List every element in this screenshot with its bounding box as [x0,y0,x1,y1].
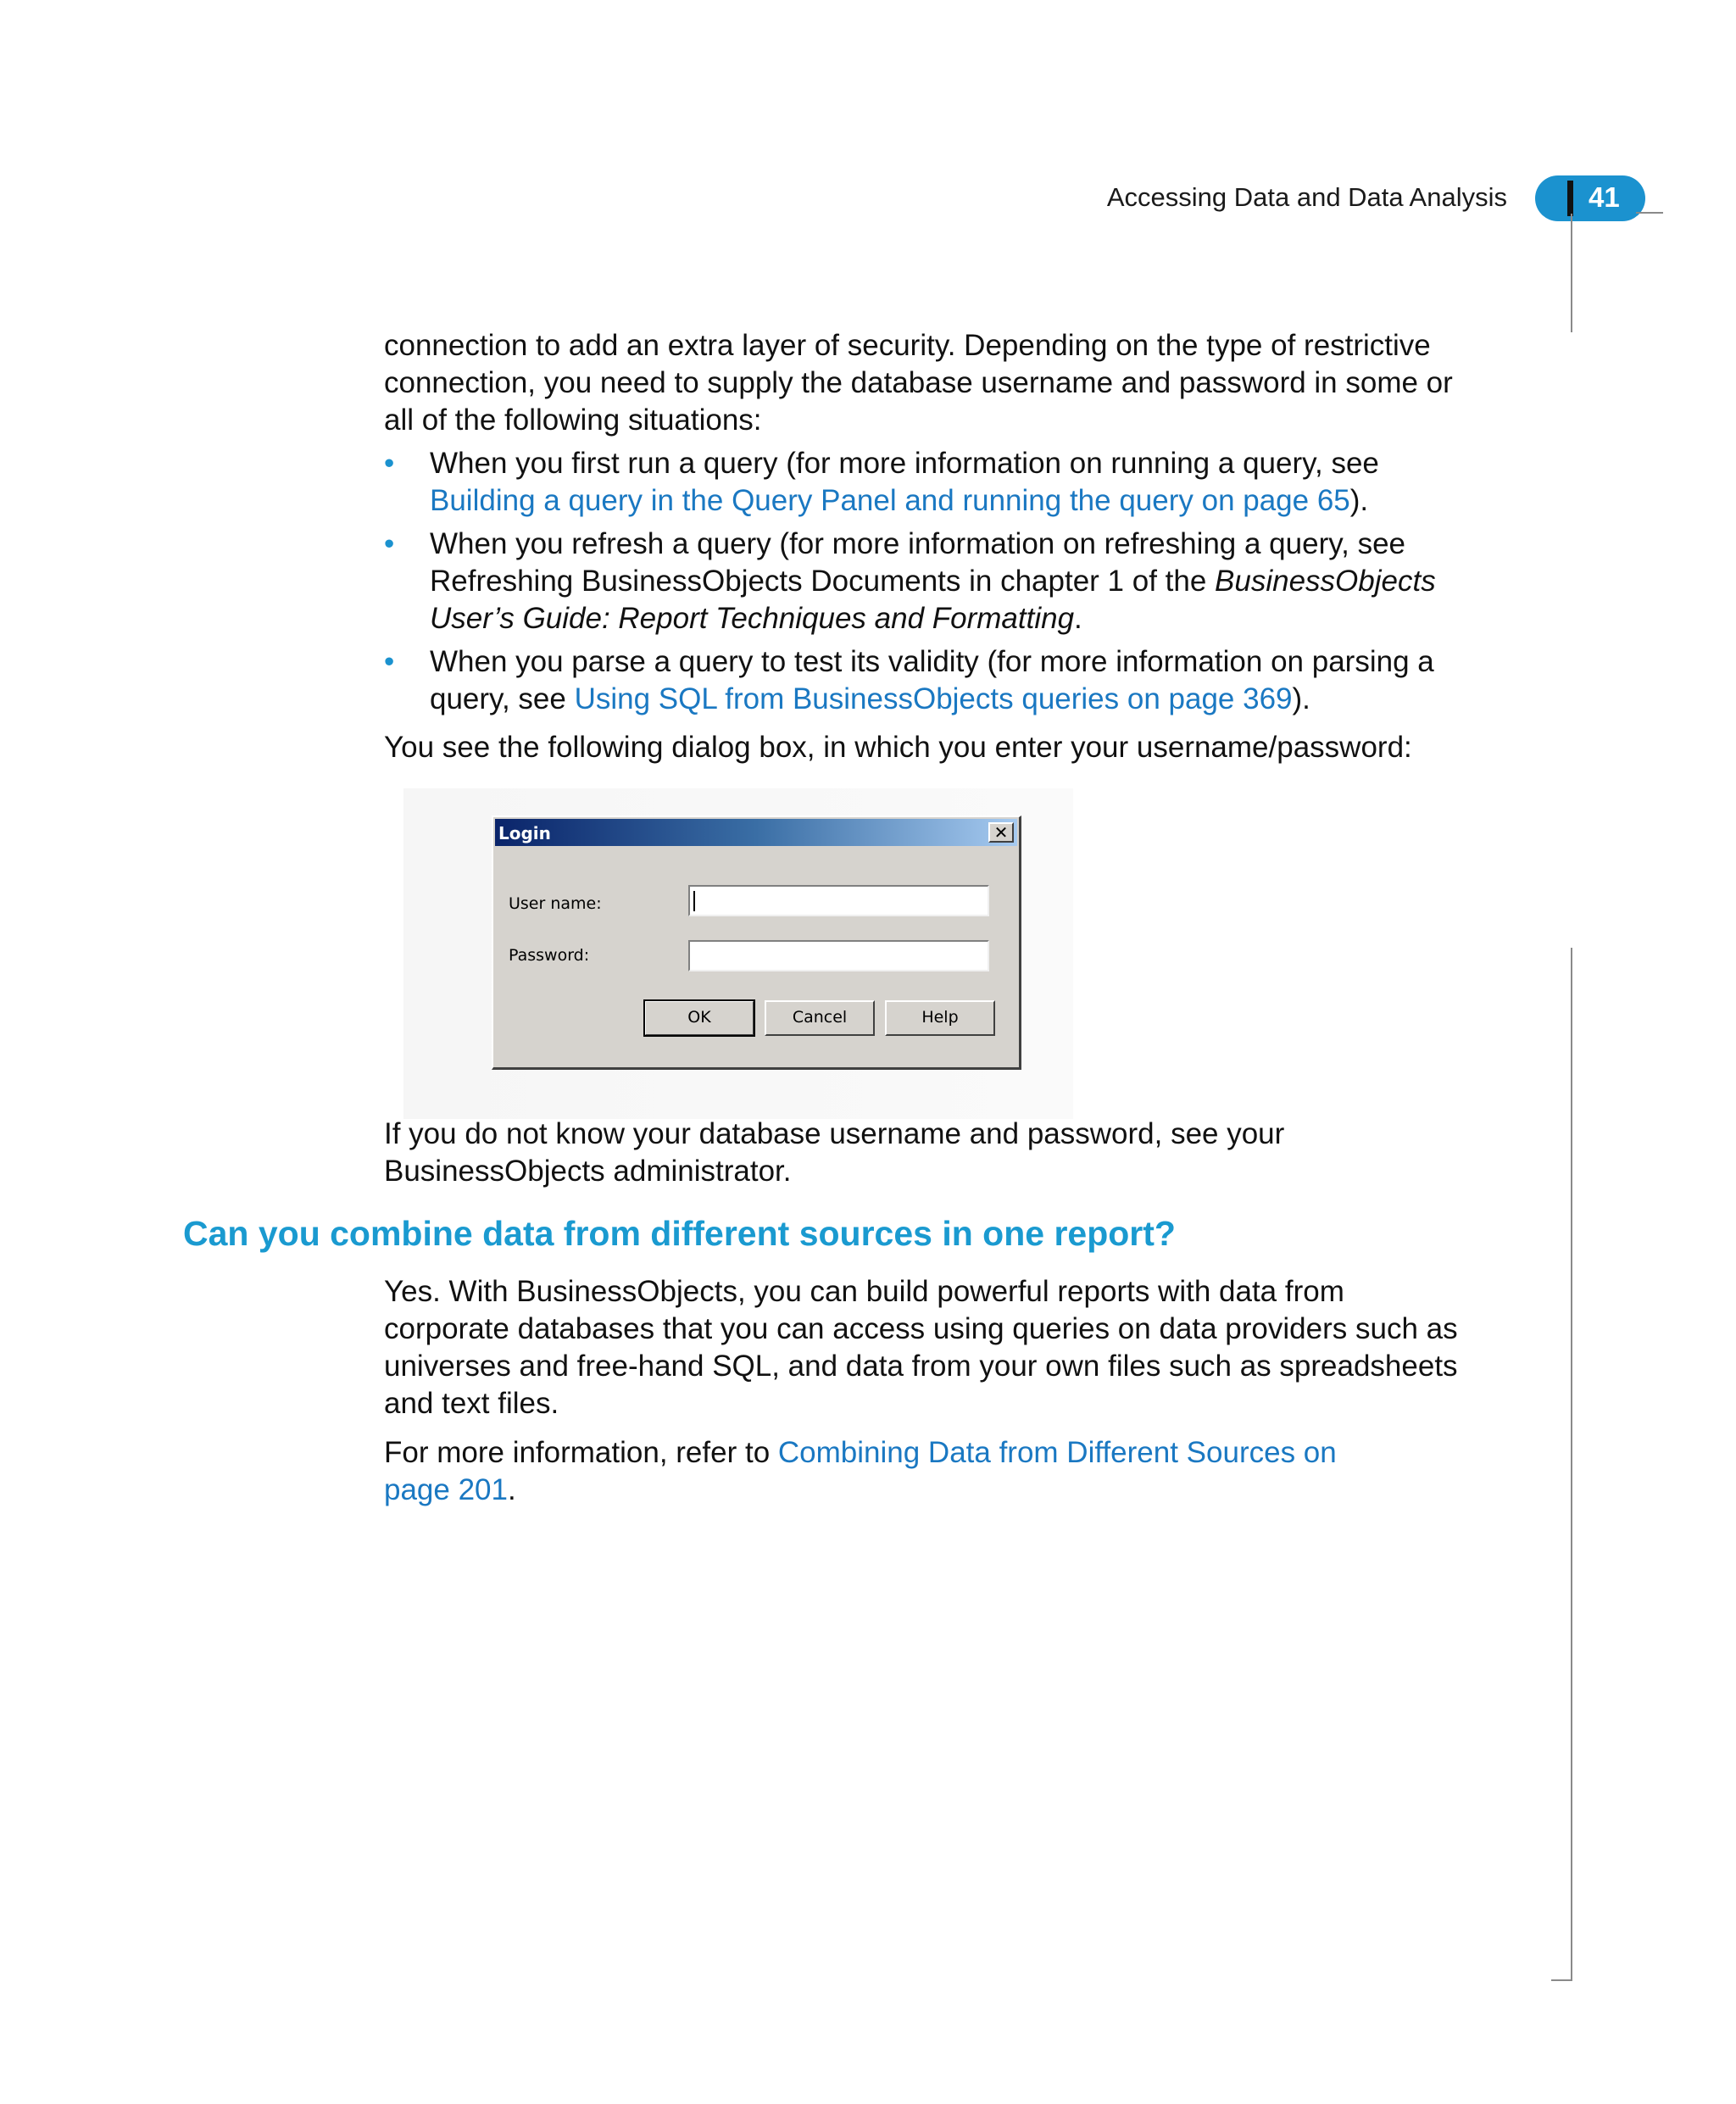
cross-reference-link[interactable]: Combining Data from Different Sources on page 201 [384,1436,1337,1506]
username-label: User name: [509,894,602,913]
paragraph: If you do not know your database username and password, see your BusinessObjects administrator. [384,1117,1285,1188]
dialog-titlebar [495,819,1017,846]
list-item [384,445,1477,520]
list-item-text: . [1074,602,1082,635]
paragraph-text: . [507,1473,516,1506]
paragraph [384,1434,1401,1509]
running-head: Accessing Data and Data Analysis [1106,182,1507,212]
close-icon[interactable]: ✕ [988,822,1014,843]
page-number-tab [1535,175,1645,221]
help-button[interactable]: Help [885,1000,995,1036]
paragraph: connection to add an extra layer of security. Depending on the type of restrictive connection, you need to supply the database username and password in some or all of the following situations: [384,329,1453,437]
password-field[interactable] [688,940,989,971]
margin-rule [1571,214,1572,332]
paragraph-text: For more information, refer to [384,1436,778,1469]
username-field[interactable] [688,885,989,916]
list-item-text: ). [1349,484,1369,517]
bullet-icon: • [384,645,395,678]
bullet-icon: • [384,527,395,560]
text-caret [693,891,695,911]
list-item [384,643,1477,718]
cross-reference-link[interactable]: Using SQL from BusinessObjects queries on page 369 [574,682,1293,715]
ok-button[interactable]: OK [644,1000,754,1036]
list-item-text: When you first run a query (for more information on running a query, see [430,447,1379,480]
page-number: 41 [1589,181,1620,213]
page-tab-bar [1567,181,1573,216]
cancel-button[interactable]: Cancel [765,1000,875,1036]
section-heading: Can you combine data from different sources in one report? [183,1214,1176,1253]
bullet-icon: • [384,447,395,480]
paragraph: You see the following dialog box, in which you enter your username/password: [384,731,1412,764]
book-title: BusinessObjects User’s Guide: Report Techniques and Formatting [430,565,1436,635]
header-rule [1636,212,1663,214]
list-item [384,526,1477,637]
list-item-text: When you parse a query to test its validity (for more information on parsing a query, see [430,645,1434,715]
dialog-title: Login [498,823,551,843]
margin-rule-foot [1551,1979,1572,1981]
margin-rule [1571,948,1572,1980]
paragraph: Yes. With BusinessObjects, you can build powerful reports with data from corporate databases that you can access using queries on data providers such as universes and free-hand SQL, and data from your own files such as spreadsheets and text files. [384,1275,1458,1420]
cross-reference-link[interactable]: Building a query in the Query Panel and running the query on page 65 [430,484,1350,517]
password-label: Password: [509,946,590,965]
list-item-text: ). [1292,682,1310,715]
bullet-list [384,445,1477,724]
login-dialog [492,815,1021,1070]
list-item-text: When you refresh a query (for more information on refreshing a query, see Refreshing BusinessObjects Documents in chapter 1 of the [430,527,1406,598]
